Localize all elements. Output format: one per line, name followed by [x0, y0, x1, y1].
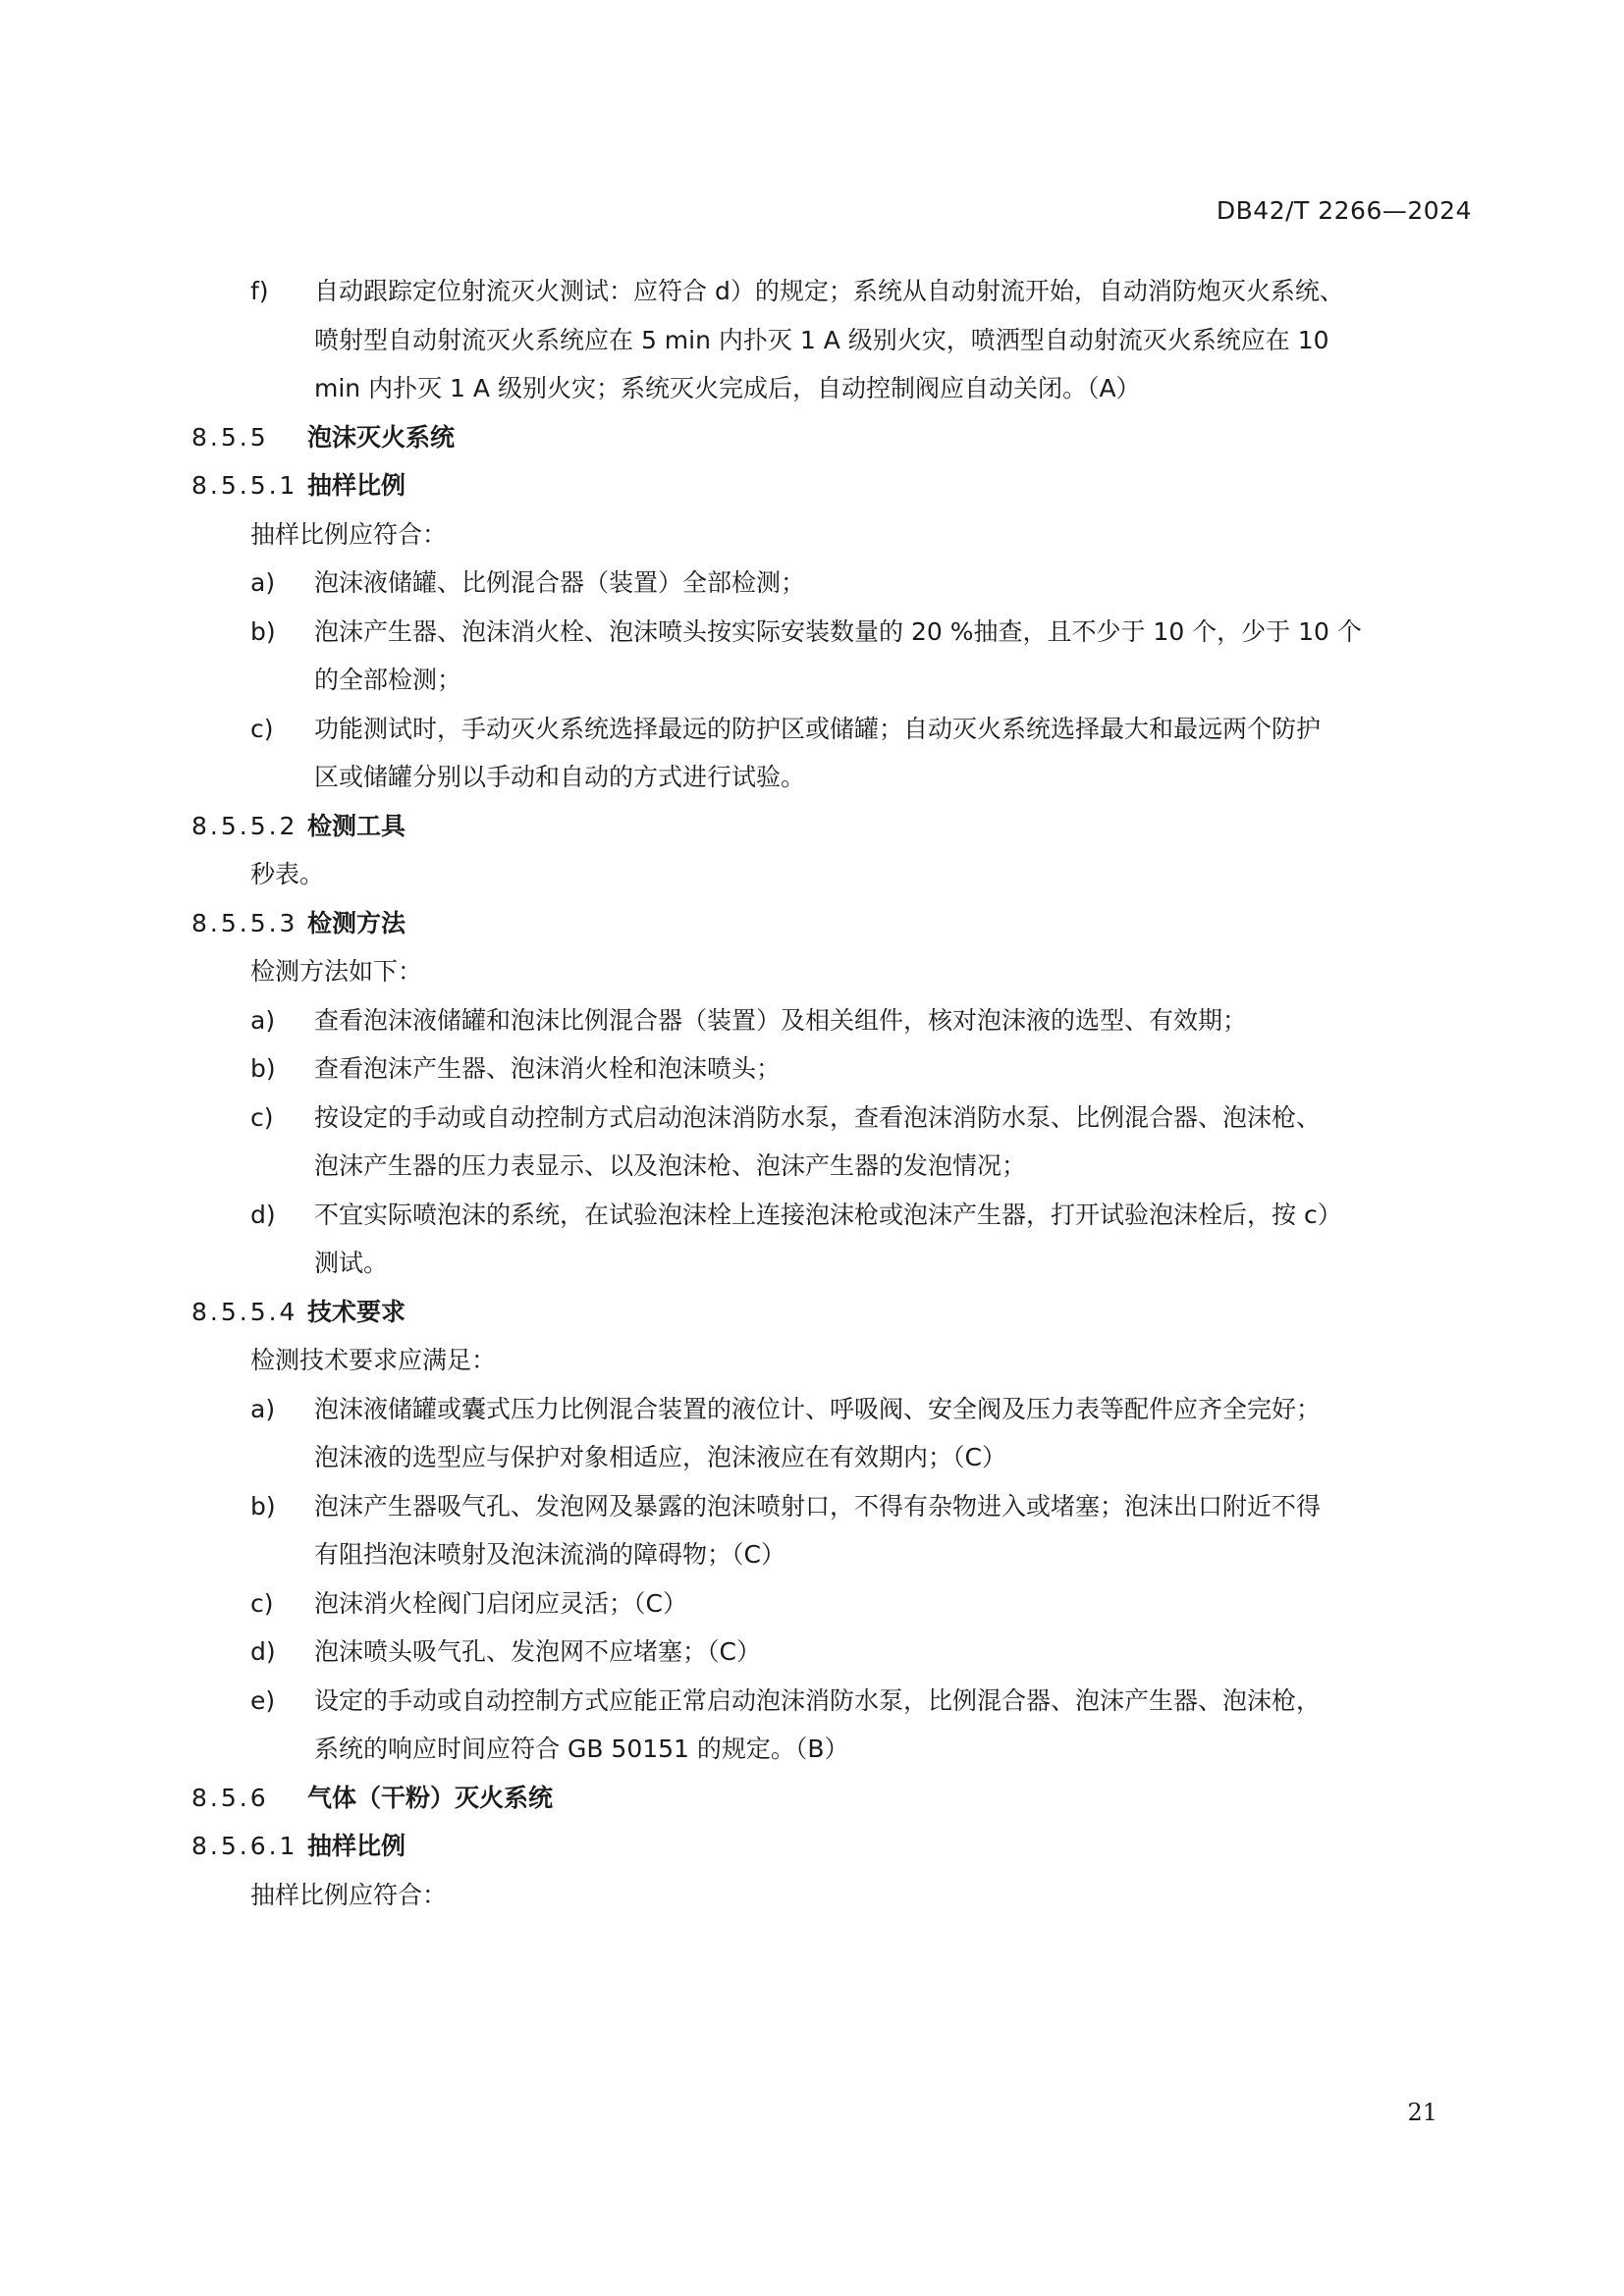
section-number: 8.5.5 [191, 422, 269, 452]
list-text-continued: 区或储罐分别以手动和自动的方式进行试验。 [314, 763, 806, 791]
list-text-continued: 喷射型自动射流灭火系统应在 5 min 内扑灭 1 A 级别火灾，喷洒型自动射流灭火系统应在 10 [314, 325, 1329, 354]
section-title: 检测方法 [307, 908, 406, 937]
paragraph: 检测技术要求应满足： [250, 1346, 497, 1374]
list-item [191, 1482, 1478, 1531]
list-text-continued: 泡沫产生器的压力表显示、以及泡沫枪、泡沫产生器的发泡情况； [314, 1151, 1027, 1180]
list-text: 泡沫消火栓阀门启闭应灵活；（C） [314, 1588, 687, 1618]
list-item [191, 1094, 1478, 1143]
list-text-continued: 有阻挡泡沫喷射及泡沫流淌的障碍物；（C） [314, 1540, 785, 1569]
section-title: 抽样比例 [307, 1832, 406, 1860]
section-heading [191, 899, 1478, 948]
section-number: 8.5.5.3 [191, 908, 298, 937]
list-item [191, 1191, 1478, 1240]
list-text: 泡沫产生器吸气孔、发泡网及暴露的泡沫喷射口，不得有杂物进入或堵塞；泡沫出口附近不得 [314, 1491, 1322, 1521]
paragraph: 秒表。 [250, 860, 325, 888]
list-item [191, 1579, 1478, 1629]
list-item [191, 267, 1478, 316]
list-marker: c) [250, 1102, 274, 1132]
list-text: 泡沫液储罐或囊式压力比例混合装置的液位计、呼吸阀、安全阀及压力表等配件应齐全完好； [314, 1394, 1322, 1423]
list-marker: d) [250, 1637, 276, 1666]
list-marker: c) [250, 1588, 274, 1618]
list-marker: b) [250, 1491, 276, 1521]
list-item [191, 608, 1478, 657]
section-number: 8.5.6.1 [191, 1832, 298, 1860]
page-number: 21 [1407, 2099, 1437, 2126]
section-heading [191, 413, 1478, 462]
list-text-continued: 系统的响应时间应符合 GB 50151 的规定。（B） [314, 1735, 849, 1763]
list-marker: c) [250, 714, 274, 743]
list-text: 泡沫喷头吸气孔、发泡网不应堵塞；（C） [314, 1637, 761, 1666]
list-text: 泡沫液储罐、比例混合器（装置）全部检测； [314, 568, 806, 597]
list-text: 功能测试时，手动灭火系统选择最远的防护区或储罐；自动灭火系统选择最大和最远两个防护 [314, 714, 1322, 743]
list-text-continued: 测试。 [314, 1249, 389, 1277]
section-heading [191, 1774, 1478, 1823]
list-marker: a) [250, 1394, 276, 1423]
list-marker: d) [250, 1200, 276, 1229]
list-item [191, 559, 1478, 608]
list-item [191, 705, 1478, 754]
list-text-continued: min 内扑灭 1 A 级别火灾；系统灭火完成后，自动控制阀应自动关闭。（A） [314, 374, 1141, 402]
document-body [191, 267, 1478, 1919]
list-item [191, 1677, 1478, 1726]
list-item [191, 1044, 1478, 1094]
list-marker: e) [250, 1685, 276, 1715]
section-number: 8.5.5.1 [191, 471, 298, 500]
section-heading [191, 1822, 1478, 1871]
paragraph: 抽样比例应符合： [250, 1880, 448, 1909]
section-heading [191, 802, 1478, 851]
list-marker: f) [250, 277, 269, 305]
list-item [191, 1385, 1478, 1434]
section-number: 8.5.6 [191, 1783, 269, 1812]
list-marker: a) [250, 568, 276, 597]
list-text-continued: 泡沫液的选型应与保护对象相适应，泡沫液应在有效期内；（C） [314, 1443, 1006, 1471]
section-heading [191, 1288, 1478, 1337]
list-text: 泡沫产生器、泡沫消火栓、泡沫喷头按实际安装数量的 20 %抽查，且不少于 10 个，少于 10 个 [314, 616, 1362, 646]
list-text: 查看泡沫产生器、泡沫消火栓和泡沫喷头； [314, 1054, 782, 1083]
list-text: 查看泡沫液储罐和泡沫比例混合器（装置）及相关组件，核对泡沫液的选型、有效期； [314, 1005, 1248, 1035]
section-number: 8.5.5.4 [191, 1297, 298, 1326]
paragraph: 抽样比例应符合： [250, 519, 448, 549]
section-title: 泡沫灭火系统 [307, 422, 456, 452]
list-text: 不宜实际喷泡沫的系统，在试验泡沫栓上连接泡沫枪或泡沫产生器，打开试验泡沫栓后，按 c） [314, 1200, 1342, 1229]
section-number: 8.5.5.2 [191, 811, 298, 840]
list-marker: b) [250, 616, 276, 646]
list-item [191, 1628, 1478, 1677]
standard-code: DB42/T 2266—2024 [1216, 196, 1472, 225]
list-text: 按设定的手动或自动控制方式启动泡沫消防水泵，查看泡沫消防水泵、比例混合器、泡沫枪、 [314, 1102, 1322, 1132]
section-title: 检测工具 [307, 811, 406, 840]
list-marker: a) [250, 1005, 276, 1035]
section-heading [191, 461, 1478, 510]
list-marker: b) [250, 1054, 276, 1083]
section-title: 技术要求 [307, 1297, 406, 1326]
section-title: 抽样比例 [307, 471, 406, 500]
list-text: 自动跟踪定位射流灭火测试：应符合 d）的规定；系统从自动射流开始，自动消防炮灭火系统、 [314, 277, 1344, 305]
list-item [191, 996, 1478, 1045]
paragraph: 检测方法如下： [250, 957, 423, 986]
list-text: 设定的手动或自动控制方式应能正常启动泡沫消防水泵，比例混合器、泡沫产生器、泡沫枪， [314, 1685, 1322, 1715]
section-title: 气体（干粉）灭火系统 [307, 1783, 554, 1812]
list-text-continued: 的全部检测； [314, 666, 462, 694]
